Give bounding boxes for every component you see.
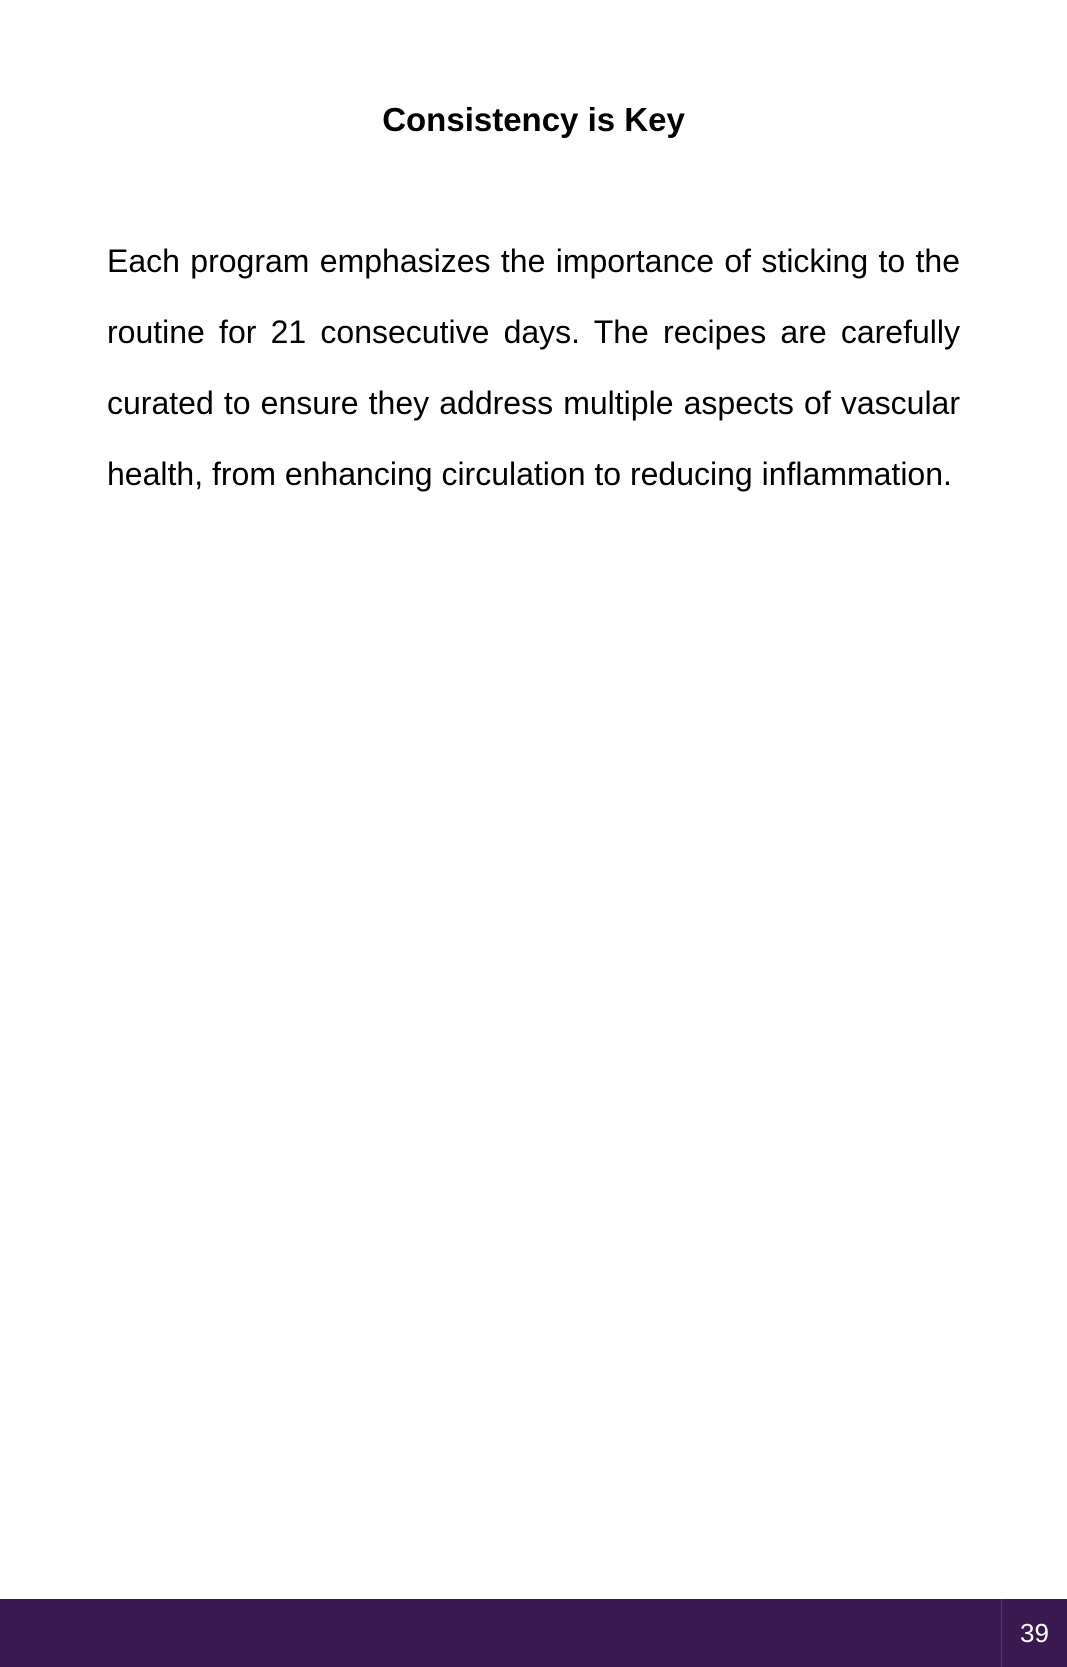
page-title: Consistency is Key — [382, 101, 685, 138]
footer-bar — [0, 1599, 1067, 1667]
page-number: 39 — [1001, 1599, 1067, 1667]
body-paragraph: Each program emphasizes the importance of sticking to the routine for 21 consecutive days. The recipes are carefully curated to ensure they address multiple aspects of vascular health, from enhancing circulation to reducing inflammation. — [107, 243, 960, 492]
